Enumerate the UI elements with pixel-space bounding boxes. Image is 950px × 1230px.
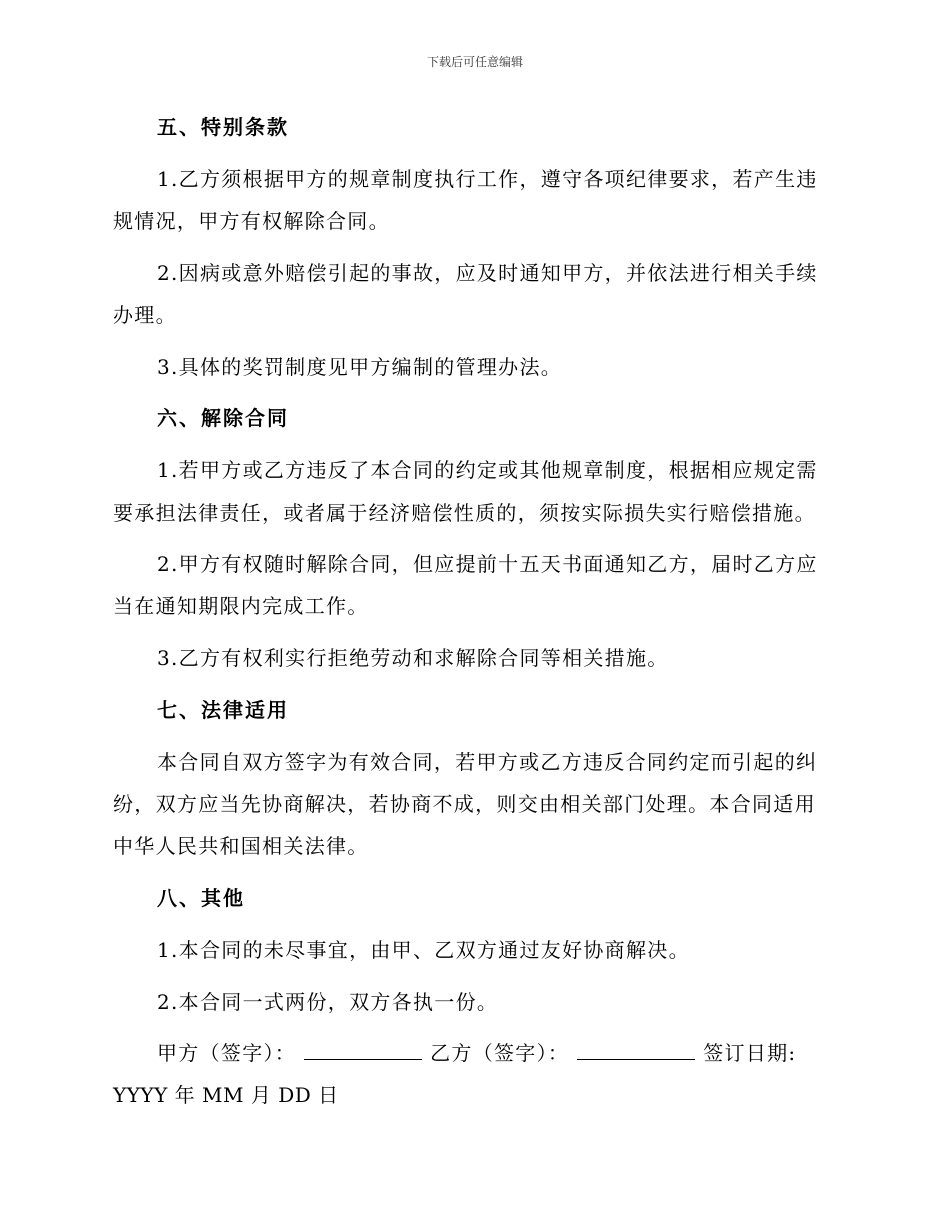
party-b-signature-label: 乙方（签字）： <box>430 1041 570 1065</box>
sign-date-value: YYYY 年 MM 月 DD 日 <box>113 1083 339 1107</box>
section-heading-other: 八、其他 <box>157 886 245 910</box>
section-heading-termination: 六、解除合同 <box>157 406 289 430</box>
paragraph-line: 3.具体的奖罚制度见甲方编制的管理办法。 <box>157 355 563 379</box>
paragraph-line: 1.乙方须根据甲方的规章制度执行工作，遵守各项纪律要求，若产生违 <box>157 167 818 191</box>
party-a-signature-label: 甲方（签字）： <box>157 1041 297 1065</box>
paragraph-line: 2.本合同一式两份，双方各执一份。 <box>157 990 499 1014</box>
paragraph-line: 办理。 <box>113 303 177 327</box>
paragraph-line: 当在通知期限内完成工作。 <box>113 594 369 618</box>
paragraph-line: 1.本合同的未尽事宜，由甲、乙双方通过友好协商解决。 <box>157 938 690 962</box>
party-b-signature-blank <box>577 1041 695 1060</box>
paragraph-line: 规情况，甲方有权解除合同。 <box>113 209 390 233</box>
paragraph-line: 本合同自双方签字为有效合同，若甲方或乙方违反合同约定而引起的纠 <box>157 750 818 774</box>
section-heading-applicable-law: 七、法律适用 <box>157 698 289 722</box>
paragraph-line: 纷，双方应当先协商解决，若协商不成，则交由相关部门处理。本合同适用 <box>113 792 816 816</box>
section-heading-special-terms: 五、特别条款 <box>157 115 289 139</box>
paragraph-line: 3.乙方有权利实行拒绝劳动和求解除合同等相关措施。 <box>157 646 669 670</box>
paragraph-line: 2.甲方有权随时解除合同，但应提前十五天书面通知乙方，届时乙方应 <box>157 552 818 576</box>
paragraph-line: 2.因病或意外赔偿引起的事故，应及时通知甲方，并依法进行相关手续 <box>157 261 818 285</box>
party-a-signature-blank <box>304 1041 422 1060</box>
signature-row <box>157 1039 796 1067</box>
page-header: 下载后可任意编辑 <box>426 55 523 69</box>
paragraph-line: 中华人民共和国相关法律。 <box>113 834 369 858</box>
paragraph-line: 1.若甲方或乙方违反了本合同的约定或其他规章制度，根据相应规定需 <box>157 458 818 482</box>
sign-date-label: 签订日期: <box>703 1041 797 1065</box>
paragraph-line: 要承担法律责任，或者属于经济赔偿性质的，须按实际损失实行赔偿措施。 <box>113 501 816 525</box>
